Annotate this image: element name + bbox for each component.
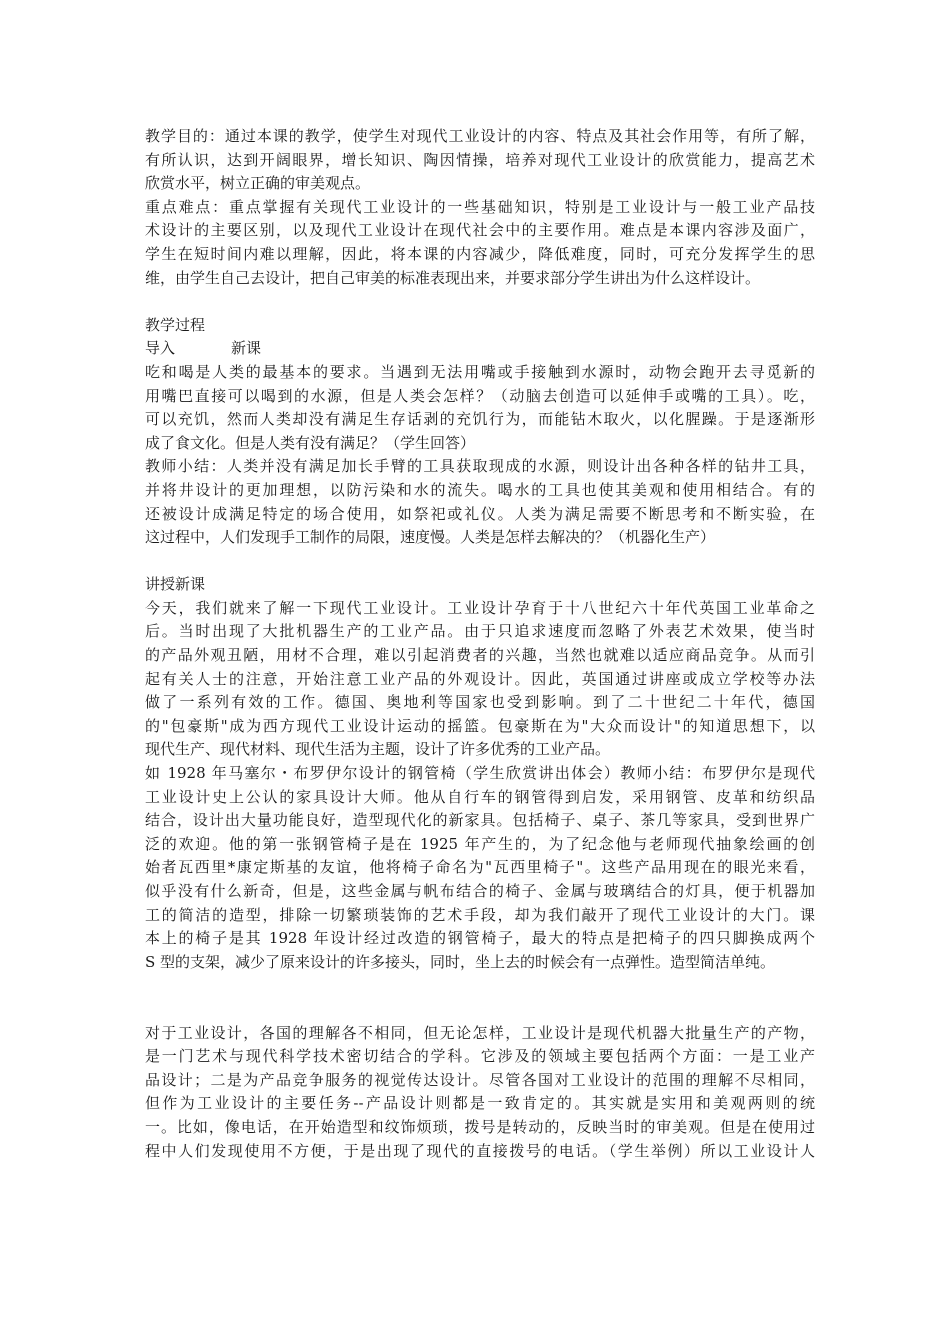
spacer (145, 550, 815, 574)
paragraph-industrial-design-definition (145, 1022, 815, 1164)
paragraph-key-points (145, 196, 815, 290)
text-line: 维，由学生自己去设计，把自己审美的标准表现出来，并要求部分学生讲出为什么这样设计。 (145, 268, 761, 287)
text-line: 工业设计史上公认的家具设计大师。他从自行车的钢管得到启发，采用钢管、皮革和纺织品 (145, 787, 815, 806)
text-line: 术设计的主要区别，以及现代工业设计在现代社会中的主要作用。难点是本课内容涉及面广， (145, 221, 815, 240)
text-line: 做了一系列有效的工作。德国、奥地利等国家也受到影响。到了二十世纪二十年代，德国 (145, 693, 815, 712)
text-line: 始者瓦西里*康定斯基的友谊，他将椅子命名为"瓦西里椅子"。这些产品用现在的眼光来看， (145, 858, 815, 877)
text-line: 对于工业设计，各国的理解各不相同，但无论怎样，工业设计是现代机器大批量生产的产物， (145, 1023, 815, 1042)
text-line: 但作为工业设计的主要任务--产品设计则都是一致肯定的。其实就是实用和美观两则的统 (145, 1094, 815, 1113)
text-line: 并将井设计的更加理想，以防污染和水的流失。喝水的工具也使其美观和使用相结合。有的 (145, 480, 815, 499)
spacer (145, 974, 815, 1021)
spacer (145, 290, 815, 314)
paragraph-objectives (145, 125, 815, 196)
intro-new-lesson: 新课 (231, 339, 262, 358)
text-line: 学生在短时间内难以理解，因此，将本课的内容减少，降低难度，同时，可充分发挥学生的思 (145, 244, 815, 263)
intro-label: 导入 (145, 339, 176, 358)
text-line: 这过程中，人们发现手工制作的局限，速度慢。人类是怎样去解决的？（机器化生产） (145, 528, 716, 547)
text-line: 本上的椅子是其 1928 年设计经过改造的钢管椅子，最大的特点是把椅子的四只脚换成两个 (145, 929, 815, 948)
text-line: 有所认识，达到开阔眼界，增长知识、陶因情操，培养对现代工业设计的欣赏能力，提高艺术 (145, 150, 815, 169)
text-line: 后。当时出现了大批机器生产的工业产品。由于只追求速度而忽略了外表艺术效果，使当时 (145, 622, 815, 641)
text-line: 程中人们发现使用不方便，于是出现了现代的直接拨号的电话。（学生举例）所以工业设计人 (145, 1141, 815, 1160)
heading-teaching-process: 教学过程 (145, 315, 206, 334)
text-line: 成了食文化。但是人类有没有满足？（学生回答） (145, 433, 476, 452)
text-line: 现代生产、现代材料、现代生活为主题，设计了许多优秀的工业产品。 (145, 740, 611, 759)
text-line: S 型的支架，减少了原来设计的许多接头，同时，坐上去的时候会有一点弹性。造型简洁单纯。 (145, 952, 776, 971)
text-line: 一。比如，像电话，在开始造型和纹饰烦琐，拨号是转动的，反映当时的审美观。但是在使用过 (145, 1117, 815, 1136)
text-line: 结合，设计出大量功能良好，造型现代化的新家具。包括椅子、桌子、茶几等家具，受到世界广 (145, 811, 815, 830)
text-line: 今天，我们就来了解一下现代工业设计。工业设计孕育于十八世纪六十年代英国工业革命之 (145, 598, 815, 617)
document-page (145, 125, 815, 1163)
text-line: 重点难点：重点掌握有关现代工业设计的一些基础知识，特别是工业设计与一般工业产品技 (145, 197, 815, 216)
text-line: 吃和喝是人类的最基本的要求。当遇到无法用嘴或手接触到水源时，动物会跑开去寻觅新的 (145, 362, 815, 381)
text-line: 起有关人士的注意，开始注意工业产品的外观设计。因此，英国通过讲座或成立学校等办法 (145, 669, 815, 688)
text-line: 还被设计成满足特定的场合使用，如祭祀或礼仪。人类为满足需要不断思考和不断实验，在 (145, 504, 815, 523)
text-line: 似乎没有什么新奇，但是，这些金属与帆布结合的椅子、金属与玻璃结合的灯具，便于机器加 (145, 882, 815, 900)
text-line: 用嘴巴直接可以喝到的水源，但是人类会怎样？（动脑去创造可以延伸手或嘴的工具）。吃， (145, 386, 815, 405)
heading-new-lesson: 讲授新课 (145, 575, 206, 594)
text-line: 欣赏水平，树立正确的审美观点。 (145, 174, 371, 193)
paragraph-industrial-design-history (145, 597, 815, 762)
text-line: 如 1928 年马塞尔・布罗伊尔设计的钢管椅（学生欣赏讲出体会）教师小结：布罗伊尔是现代 (145, 764, 815, 783)
text-line: 教师小结：人类并没有满足加长手臂的工具获取现成的水源，则设计出各种各样的钻井工具， (145, 457, 815, 476)
text-line: 的产品外观丑陋，用材不合理，难以引起消费者的兴趣，当然也就难以适应商品竞争。从而引 (145, 646, 815, 665)
text-line: 是一门艺术与现代科学技术密切结合的学科。它涉及的领域主要包括两个方面：一是工业产 (145, 1047, 815, 1066)
text-line: 泛的欢迎。他的第一张钢管椅子是在 1925 年产生的，为了纪念他与老师现代抽象绘画的创 (145, 834, 815, 853)
text-line: 可以充饥，然而人类却没有满足生存话剥的充饥行为，而能钻木取火，以化腥躁。于是逐渐形 (145, 410, 815, 429)
text-line: 工的简洁的造型，排除一切繁琐装饰的艺术手段，却为我们敲开了现代工业设计的大门。课 (145, 905, 815, 924)
text-line: 教学目的：通过本课的教学，使学生对现代工业设计的内容、特点及其社会作用等，有所了解， (145, 127, 815, 145)
paragraph-intro (145, 361, 815, 455)
paragraph-steel-chair (145, 762, 815, 974)
intro-line (145, 337, 815, 361)
paragraph-teacher-summary (145, 455, 815, 549)
text-line: 品设计；二是为产品竞争服务的视觉传达设计。尽管各国对工业设计的范围的理解不尽相同， (145, 1070, 815, 1089)
text-line: 的"包豪斯"成为西方现代工业设计运动的摇篮。包豪斯在为"大众而设计"的知道思想下，以 (145, 716, 815, 735)
